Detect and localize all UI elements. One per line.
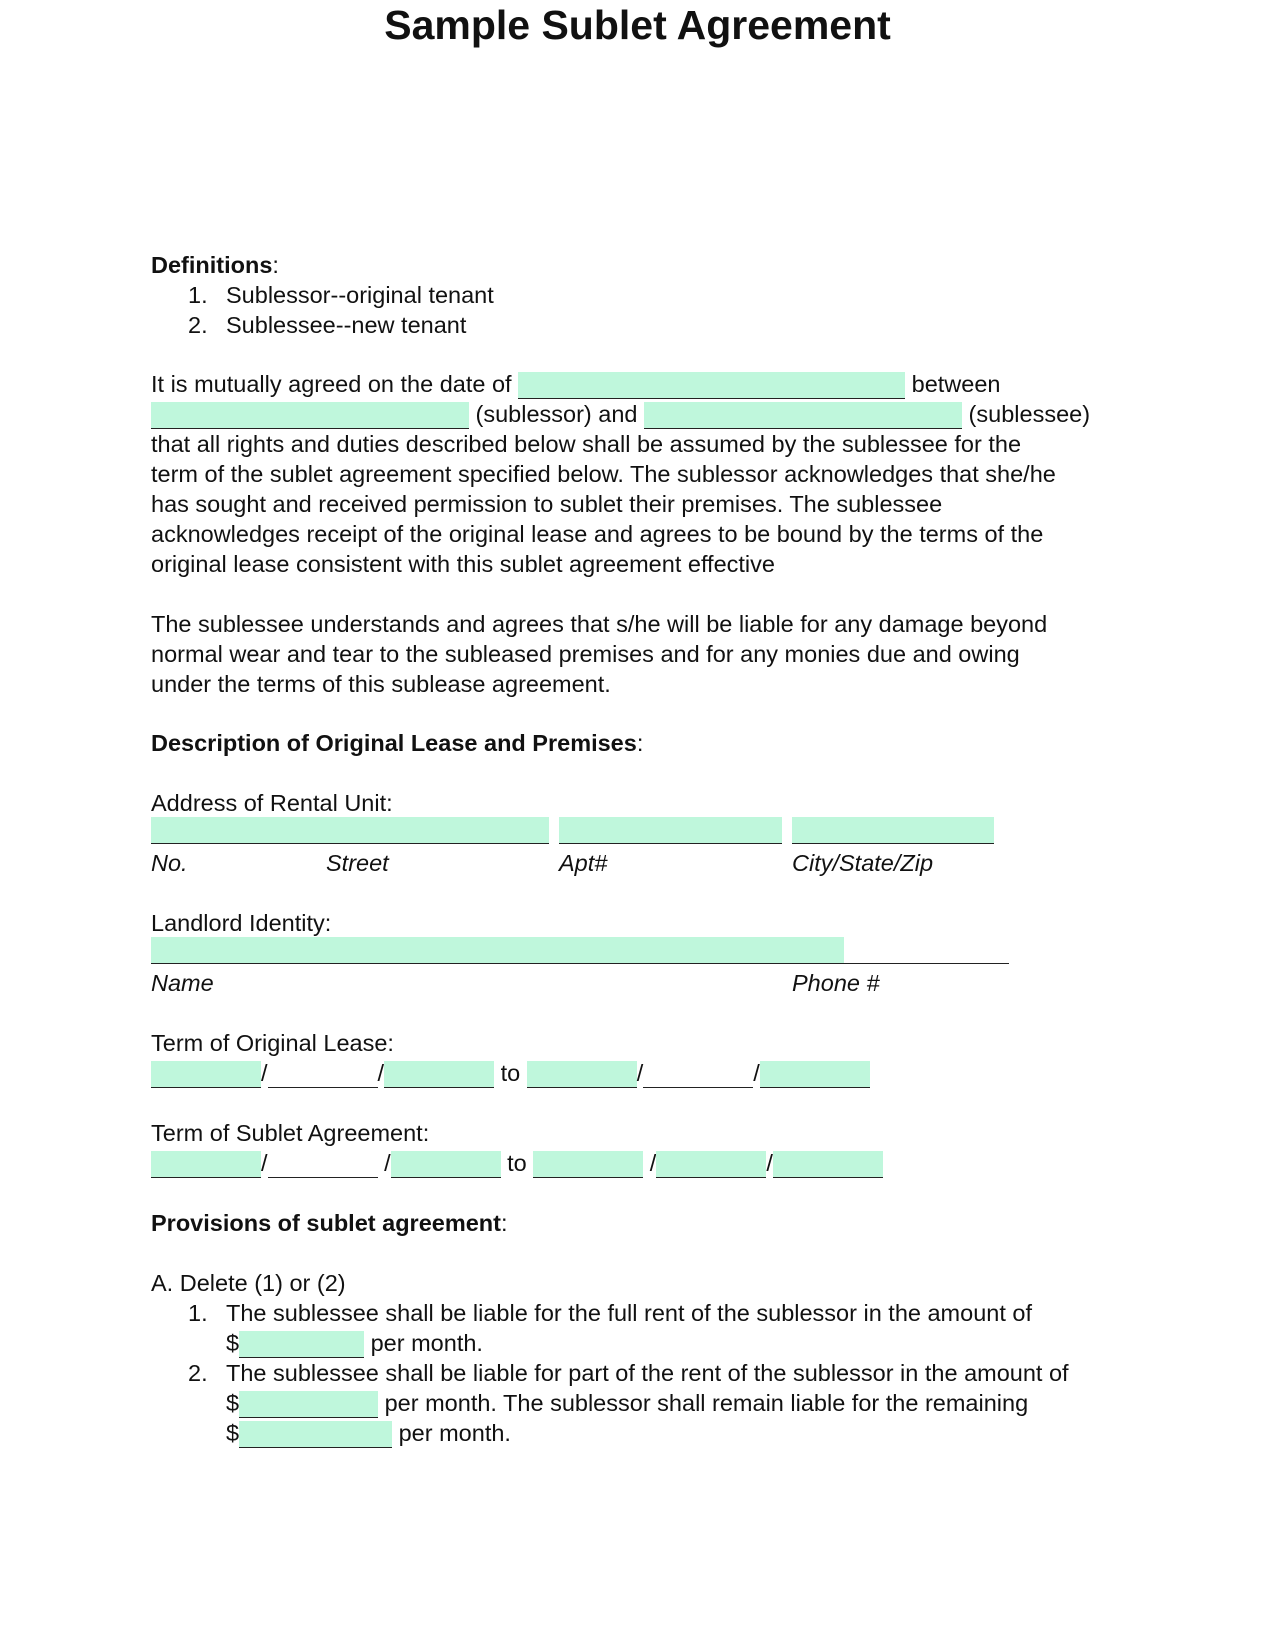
description-colon: : [636,730,644,756]
address-apt-caption: Apt# [559,850,608,876]
landlord-label: Landlord Identity: [151,910,332,936]
list-item [188,280,494,310]
date-separator: / [384,1150,391,1176]
term-original-end-month-field[interactable] [527,1061,637,1088]
address-apt-field[interactable] [559,817,782,844]
definitions-heading-line [151,250,279,280]
term-original-end-day-field[interactable] [643,1061,753,1088]
term-original-end-year-field[interactable] [760,1061,870,1088]
date-separator: / [261,1150,268,1176]
agreement-line: original lease consistent with this sublet agreement effective [151,551,775,577]
provision-continuation [188,1418,1069,1448]
landlord-name-field[interactable] [151,937,844,964]
term-original-to: to [500,1060,521,1086]
list-item [188,310,494,340]
provision-a-label: A. Delete (1) or (2) [151,1270,346,1296]
agreement-text: between [905,371,1001,397]
agreement-line: term of the sublet agreement specified below. The sublessor acknowledges that she/he [151,461,1056,487]
term-sublet-start-month-field[interactable] [151,1151,261,1178]
list-number: 2. [188,312,208,338]
landlord-phone-field[interactable] [844,937,1009,964]
term-original-label: Term of Original Lease: [151,1030,394,1056]
date-separator: / [261,1060,268,1086]
list-number: 1. [188,282,208,308]
term-sublet-to: to [507,1150,527,1176]
term-sublet-end-day-field[interactable] [656,1151,766,1178]
date-separator: / [766,1150,773,1176]
address-no-caption: No. [151,850,188,876]
definition-sublessee: Sublessee--new tenant [226,312,467,338]
liability-line: The sublessee understands and agrees that s/he will be liable for any damage beyond [151,611,1048,637]
term-sublet-end-month-field[interactable] [533,1151,643,1178]
address-street-field[interactable] [151,817,549,844]
agreement-line: has sought and received permission to sublet their premises. The sublessee [151,491,943,517]
full-rent-amount-field[interactable] [239,1331,364,1358]
agreement-line: acknowledges receipt of the original lease and agrees to be bound by the terms of the [151,521,1044,547]
provisions-colon: : [500,1210,508,1236]
page-title: Sample Sublet Agreement [384,2,891,48]
landlord-phone-caption: Phone # [792,970,880,996]
list-number: 2. [188,1360,208,1386]
definition-sublessor: Sublessor--original tenant [226,282,494,308]
provision-text: The sublessee shall be liable for the full rent of the sublessor in the amount of [226,1300,1032,1326]
description-heading-line [151,728,643,758]
agreement-paragraph [151,369,1131,579]
date-separator: / [636,1060,644,1086]
definitions-heading: Definitions [151,252,273,278]
term-sublet-start-day-field[interactable] [268,1151,378,1178]
term-sublet-label: Term of Sublet Agreement: [151,1120,430,1146]
date-separator: / [753,1060,760,1086]
term-sublet-end-year-field[interactable] [773,1151,883,1178]
provision-continuation [188,1388,1069,1418]
term-original-row [151,1058,870,1088]
agreement-text: It is mutually agreed on the date of [151,371,519,397]
liability-paragraph [151,609,1131,699]
dollar-sign: $ [226,1390,240,1416]
address-city-caption: City/State/Zip [792,850,934,876]
term-sublet-start-year-field[interactable] [391,1151,501,1178]
date-separator: / [377,1060,385,1086]
provision-text: per month. [364,1330,483,1356]
description-heading: Description of Original Lease and Premises [151,730,637,756]
provisions-heading: Provisions of sublet agreement [151,1210,501,1236]
agreement-text: (sublessee) [962,401,1091,427]
provision-text: per month. [392,1420,511,1446]
list-item [188,1298,1069,1328]
sublessee-name-field[interactable] [644,402,962,429]
liability-line: normal wear and tear to the subleased premises and for any monies due and owing [151,641,1020,667]
provision-text: per month. The sublessor shall remain liable for the remaining [378,1390,1029,1416]
provisions-list [188,1298,1069,1448]
term-original-start-day-field[interactable] [268,1061,378,1088]
term-original-start-year-field[interactable] [384,1061,494,1088]
sublessor-name-field[interactable] [151,402,469,429]
date-separator: / [649,1150,657,1176]
address-street-caption: Street [326,850,389,876]
provisions-heading-line [151,1208,508,1238]
remaining-rent-amount-field[interactable] [239,1421,392,1448]
agreement-text: (sublessor) and [469,401,645,427]
provision-text: The sublessee shall be liable for part of the rent of the sublessor in the amount of [226,1360,1069,1386]
provision-continuation [188,1328,1069,1358]
agreement-line: that all rights and duties described below shall be assumed by the sublessee for the [151,431,1022,457]
dollar-sign: $ [226,1330,240,1356]
landlord-name-caption: Name [151,970,214,996]
dollar-sign: $ [226,1420,240,1446]
agreement-date-field[interactable] [518,372,905,399]
partial-rent-amount-field[interactable] [239,1391,378,1418]
term-sublet-row [151,1148,883,1178]
definitions-list [188,280,494,340]
list-item [188,1358,1069,1388]
term-original-start-month-field[interactable] [151,1061,261,1088]
liability-line: under the terms of this sublease agreement. [151,671,611,697]
address-city-field[interactable] [792,817,994,844]
address-label: Address of Rental Unit: [151,790,393,816]
definitions-colon: : [272,252,279,278]
list-number: 1. [188,1300,208,1326]
